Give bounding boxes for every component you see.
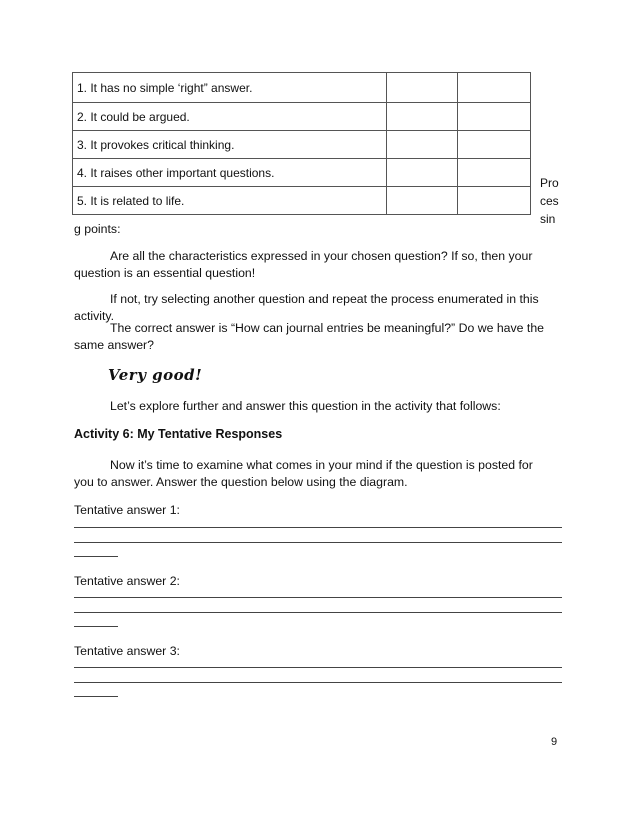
table-row	[73, 159, 531, 187]
check-cell[interactable]	[458, 73, 531, 103]
paragraph-text: The correct answer is “How can journal entries be meaningful?” Do we have the	[110, 321, 545, 335]
criterion-cell: 5. It is related to life.	[73, 187, 387, 215]
page-number: 9	[551, 736, 558, 748]
paragraph-text: activity.	[74, 309, 115, 323]
criterion-cell: 3. It provokes critical thinking.	[73, 131, 387, 159]
points-label: g points:	[74, 222, 121, 236]
table-row	[73, 73, 531, 103]
check-cell[interactable]	[387, 73, 458, 103]
answer-line[interactable]	[74, 612, 562, 613]
table-row	[73, 187, 531, 215]
criterion-cell: 2. It could be argued.	[73, 103, 387, 131]
check-cell[interactable]	[458, 103, 531, 131]
criterion-cell: 1. It has no simple ‘right” answer.	[73, 73, 387, 103]
check-cell[interactable]	[458, 159, 531, 187]
answer-label: Tentative answer 2:	[74, 574, 180, 588]
answer-line[interactable]	[74, 682, 562, 683]
paragraph-text: you to answer. Answer the question below using the diagram.	[74, 475, 408, 489]
check-cell[interactable]	[458, 187, 531, 215]
criterion-cell: 4. It raises other important questions.	[73, 159, 387, 187]
answer-line[interactable]	[74, 667, 562, 668]
paragraph-text: Let’s explore further and answer this question in the activity that follows:	[110, 399, 501, 413]
answer-line[interactable]	[74, 696, 118, 697]
answer-line[interactable]	[74, 527, 562, 528]
paragraph-text: If not, try selecting another question and repeat the process enumerated in this	[110, 292, 539, 306]
paragraph-text: question is an essential question!	[74, 266, 256, 280]
answer-line[interactable]	[74, 542, 562, 543]
answer-label: Tentative answer 1:	[74, 503, 180, 517]
characteristics-table	[72, 72, 531, 215]
activity-heading: Activity 6: My Tentative Responses	[74, 427, 283, 441]
check-cell[interactable]	[387, 131, 458, 159]
answer-label: Tentative answer 3:	[74, 644, 180, 658]
table-row	[73, 131, 531, 159]
paragraph-text: same answer?	[74, 338, 154, 352]
answer-line[interactable]	[74, 556, 118, 557]
check-cell[interactable]	[387, 103, 458, 131]
table-row	[73, 103, 531, 131]
check-cell[interactable]	[387, 187, 458, 215]
check-cell[interactable]	[458, 131, 531, 159]
praise-text: Very good!	[108, 366, 203, 384]
paragraph-text: Are all the characteristics expressed in your chosen question? If so, then your	[110, 249, 533, 263]
answer-line[interactable]	[74, 597, 562, 598]
check-cell[interactable]	[387, 159, 458, 187]
paragraph-text: Now it’s time to examine what comes in your mind if the question is posted for	[110, 458, 533, 472]
answer-line[interactable]	[74, 626, 118, 627]
side-word-fragment: Pro ces sin	[540, 176, 559, 226]
